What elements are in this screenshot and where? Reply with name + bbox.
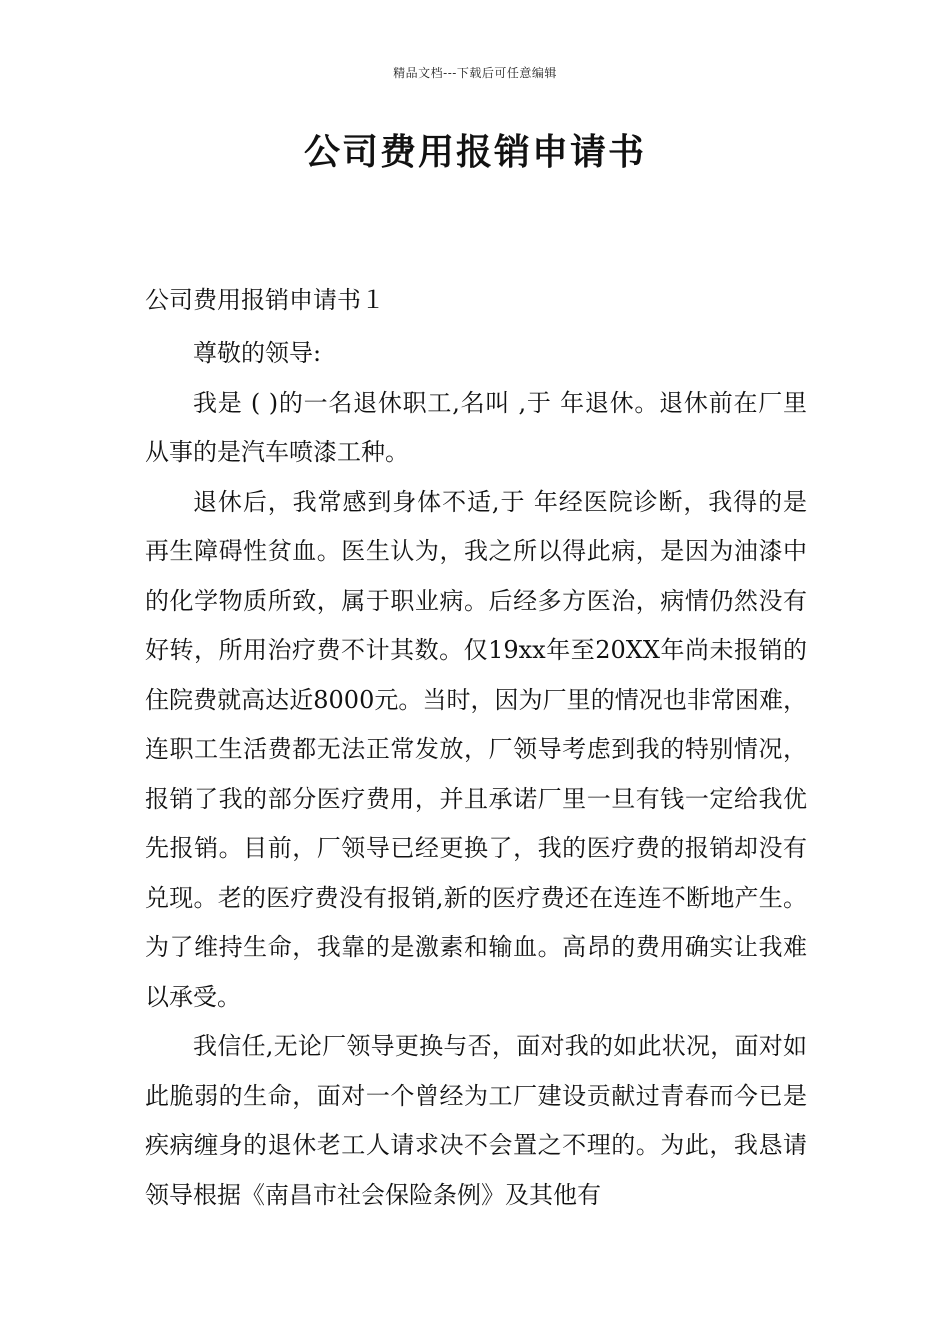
body-paragraph: 退休后，我常感到身体不适,于 年经医院诊断，我得的是再生障碍性贫血。医生认为，我之所以得此病，是因为油漆中的化学物质所致，属于职业病。后经多方医治，病情仍然没有好转，所用治疗费不计其数。仅19xx年至20XX年尚未报销的住院费就高达近8000元。当时，因为厂里的情况也非常困难，连职工生活费都无法正常发放，厂领导考虑到我的特别情况，报销了我的部分医疗费用，并且承诺厂里一旦有钱一定给我优先报销。目前，厂领导已经更换了，我的医疗费的报销却没有兑现。老的医疗费没有报销,新的医疗费还在连连不断地产生。为了维持生命，我靠的是激素和输血。高昂的费用确实让我难以承受。 [145,487,807,1011]
salutation-paragraph: 尊敬的领导: [193,339,322,367]
header-note: 精品文档---下载后可任意编辑 [393,66,557,80]
section-heading: 公司费用报销申请书１ [145,286,385,314]
body-paragraph: 我是 ( )的一名退休职工,名叫 ,于 年退休。退休前在厂里从事的是汽车喷漆工种。 [145,388,807,466]
document-body [145,329,807,1220]
body-paragraph: 我信任,无论厂领导更换与否，面对我的如此状况，面对如此脆弱的生命，面对一个曾经为工厂建设贡献过青春而今已是疾病缠身的退休老工人请求决不会置之不理的。为此，我恳请领导根据《南昌市社会保险条例》及其他有 [145,1032,807,1209]
document-title: 公司费用报销申请书 [303,132,646,173]
